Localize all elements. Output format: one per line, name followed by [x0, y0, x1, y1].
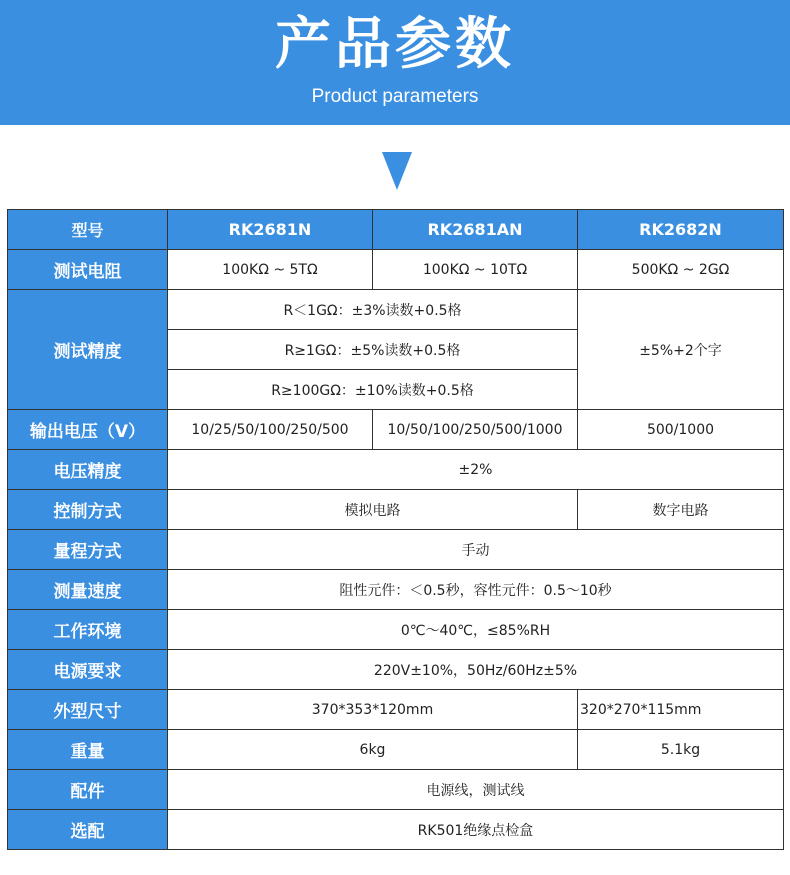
row-label-power: 电源要求 [8, 650, 168, 690]
voltage-accuracy-value: ±2% [168, 450, 784, 490]
chevron-down-icon [382, 152, 412, 192]
row-label-model: 型号 [8, 210, 168, 250]
accuracy-rk2682n: ±5%+2个字 [578, 290, 784, 410]
row-label-accuracy: 测试精度 [8, 290, 168, 410]
options-value: RK501绝缘点检盒 [168, 810, 784, 850]
measure-speed-value: 阻性元件：＜0.5秒，容性元件：0.5～10秒 [168, 570, 784, 610]
table-row-power [8, 650, 784, 690]
accessories-value: 电源线，测试线 [168, 770, 784, 810]
model-rk2681n: RK2681N [168, 210, 373, 250]
output-voltage-rk2681n: 10/25/50/100/250/500 [168, 410, 373, 450]
row-label-output-voltage: 输出电压（V） [8, 410, 168, 450]
row-label-measure-speed: 测量速度 [8, 570, 168, 610]
table-row-range-mode [8, 530, 784, 570]
row-label-dimensions: 外型尺寸 [8, 690, 168, 730]
accuracy-line-3: R≥100GΩ：±10%读数+0.5格 [168, 370, 578, 410]
header-banner [0, 0, 790, 125]
power-value: 220V±10%，50Hz/60Hz±5% [168, 650, 784, 690]
page-subtitle: Product parameters [311, 86, 479, 107]
table-row-accuracy [8, 290, 784, 330]
table-row-dimensions [8, 690, 784, 730]
table-row-measure-speed [8, 570, 784, 610]
resistance-rk2681n: 100KΩ ~ 5TΩ [168, 250, 373, 290]
row-label-weight: 重量 [8, 730, 168, 770]
output-voltage-rk2682n: 500/1000 [578, 410, 784, 450]
control-mode-rk2682n: 数字电路 [578, 490, 784, 530]
row-label-range-mode: 量程方式 [8, 530, 168, 570]
row-label-options: 选配 [8, 810, 168, 850]
model-rk2681an: RK2681AN [373, 210, 578, 250]
row-label-environment: 工作环境 [8, 610, 168, 650]
table-row-voltage-accuracy [8, 450, 784, 490]
dimensions-rk2681: 370*353*120mm [168, 690, 578, 730]
product-parameters-table [7, 209, 784, 850]
range-mode-value: 手动 [168, 530, 784, 570]
accuracy-line-1: R＜1GΩ：±3%读数+0.5格 [168, 290, 578, 330]
weight-rk2682n: 5.1kg [578, 730, 784, 770]
table-row-control-mode [8, 490, 784, 530]
dimensions-rk2682n: 320*270*115mm [578, 690, 784, 730]
accuracy-line-2: R≥1GΩ：±5%读数+0.5格 [168, 330, 578, 370]
table-row-environment [8, 610, 784, 650]
resistance-rk2682n: 500KΩ ~ 2GΩ [578, 250, 784, 290]
row-label-accessories: 配件 [8, 770, 168, 810]
table-row-output-voltage [8, 410, 784, 450]
environment-value: 0℃～40℃，≤85%RH [168, 610, 784, 650]
model-rk2682n: RK2682N [578, 210, 784, 250]
weight-rk2681: 6kg [168, 730, 578, 770]
resistance-rk2681an: 100KΩ ~ 10TΩ [373, 250, 578, 290]
table-row-weight [8, 730, 784, 770]
page-title: 产品参数 [275, 12, 515, 77]
row-label-resistance: 测试电阻 [8, 250, 168, 290]
table-row-model [8, 210, 784, 250]
table-row-accessories [8, 770, 784, 810]
row-label-voltage-accuracy: 电压精度 [8, 450, 168, 490]
output-voltage-rk2681an: 10/50/100/250/500/1000 [373, 410, 578, 450]
table-row-options [8, 810, 784, 850]
control-mode-rk2681: 模拟电路 [168, 490, 578, 530]
table-row-resistance [8, 250, 784, 290]
row-label-control-mode: 控制方式 [8, 490, 168, 530]
